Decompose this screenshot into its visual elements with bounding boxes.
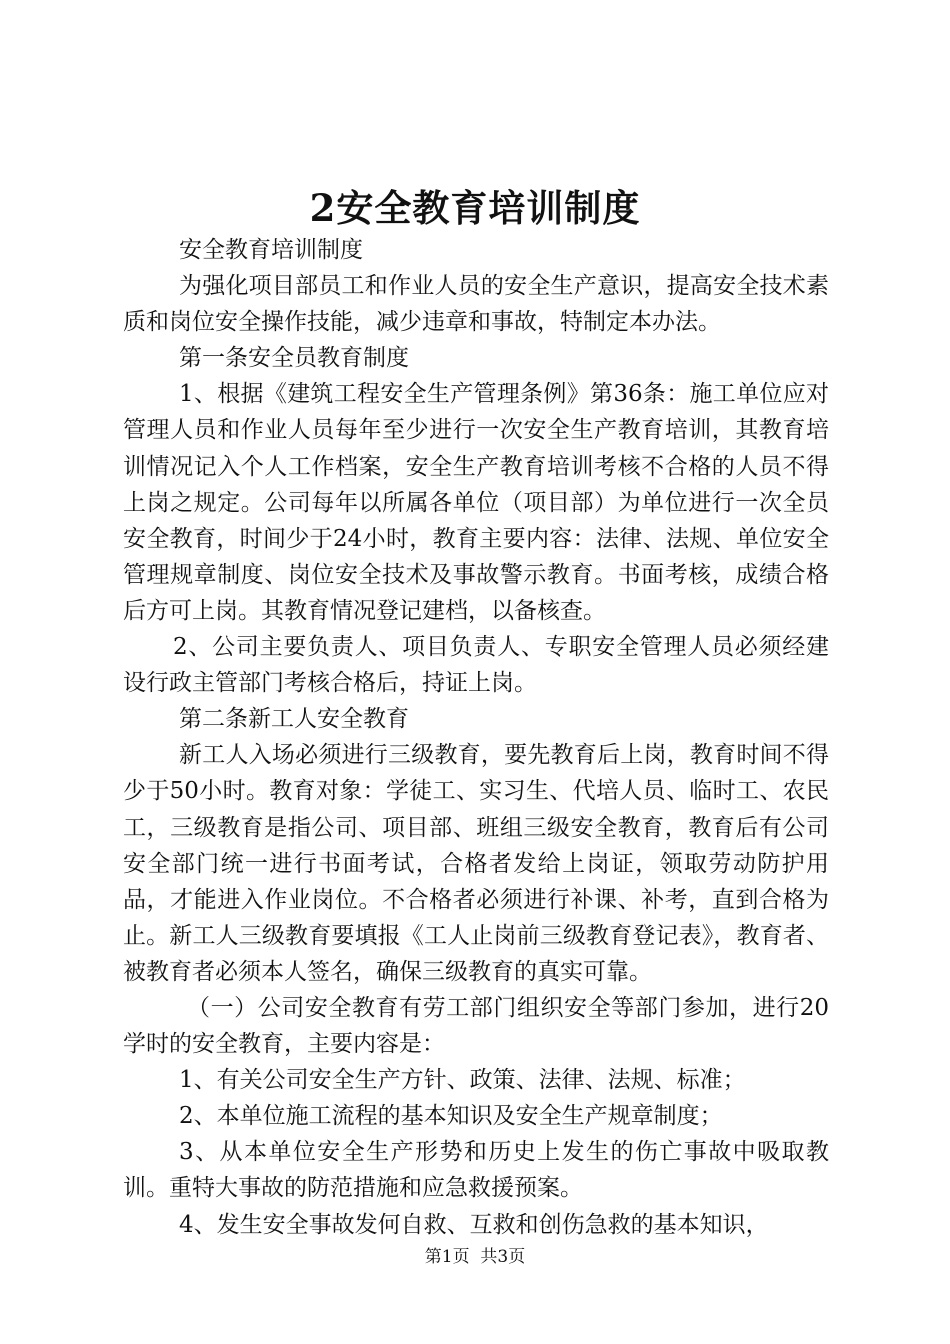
page-footer (0, 1245, 950, 1269)
document-title: 2安全教育培训制度 (309, 186, 641, 230)
paragraph-intro: 为强化项目部员工和作业人员的安全生产意识，提高安全技术素质和岗位安全操作技能，减少违章和事故，特制定本办法。 (123, 273, 829, 336)
paragraph-article-2-body: 新工人入场必须进行三级教育，要先教育后上岗，教育时间不得少于50小时。教育对象：学徒工、实习生、代培人员、临时工、农民工，三级教育是指公司、项目部、班组三级安全教育，教育后有公司安全部门统一进行书面考试，合格者发给上岗证，领取劳动防护用品，才能进入作业岗位。不合格者必须进行补课、补考，直到合格为止。新工人三级教育要填报《工人止岗前三级教育登记表》，教育者、被教育者必须本人签名，确保三级教育的真实可靠。 (123, 742, 829, 985)
list-item: 3、从本单位安全生产形势和历史上发生的伤亡事故中吸取教训。重特大事故的防范措施和应急救援预案。 (123, 1139, 829, 1202)
paragraph-company-education: （一）公司安全教育有劳工部门组织安全等部门参加，进行20学时的安全教育，主要内容是： (123, 994, 829, 1058)
section-heading-article-2: 第二条新工人安全教育 (179, 706, 409, 733)
section-heading-article-1: 第一条安全员教育制度 (179, 345, 409, 372)
paragraph-article-1-item-1: 1、根据《建筑工程安全生产管理条例》第36条：施工单位应对管理人员和作业人员每年至少进行一次安全生产教育培训，其教育培训情况记入个人工作档案，安全生产教育培训考核不合格的人员不得上岗之规定。公司每年以所属各单位（项目部）为单位进行一次全员安全教育，时间少于24小时，教育主要内容：法律、法规、单位安全管理规章制度、岗位安全技术及事故警示教育。书面考核，成绩合格后方可上岗。其教育情况登记建档，以备核查。 (123, 381, 829, 624)
page-number: 第1页 共3页 (424, 1247, 526, 1267)
paragraph-article-1-item-2: 2、公司主要负责人、项目负责人、专职安全管理人员必须经建设行政主管部门考核合格后，持证上岗。 (123, 634, 829, 697)
paragraph-heading: 安全教育培训制度 (179, 237, 363, 263)
list-item: 2、本单位施工流程的基本知识及安全生产规章制度； (179, 1103, 723, 1130)
list-item: 4、发生安全事故发何自救、互救和创伤急救的基本知识， (179, 1211, 769, 1238)
list-item: 1、有关公司安全生产方针、政策、法律、法规、标准； (179, 1067, 746, 1094)
document-body (123, 232, 829, 1243)
